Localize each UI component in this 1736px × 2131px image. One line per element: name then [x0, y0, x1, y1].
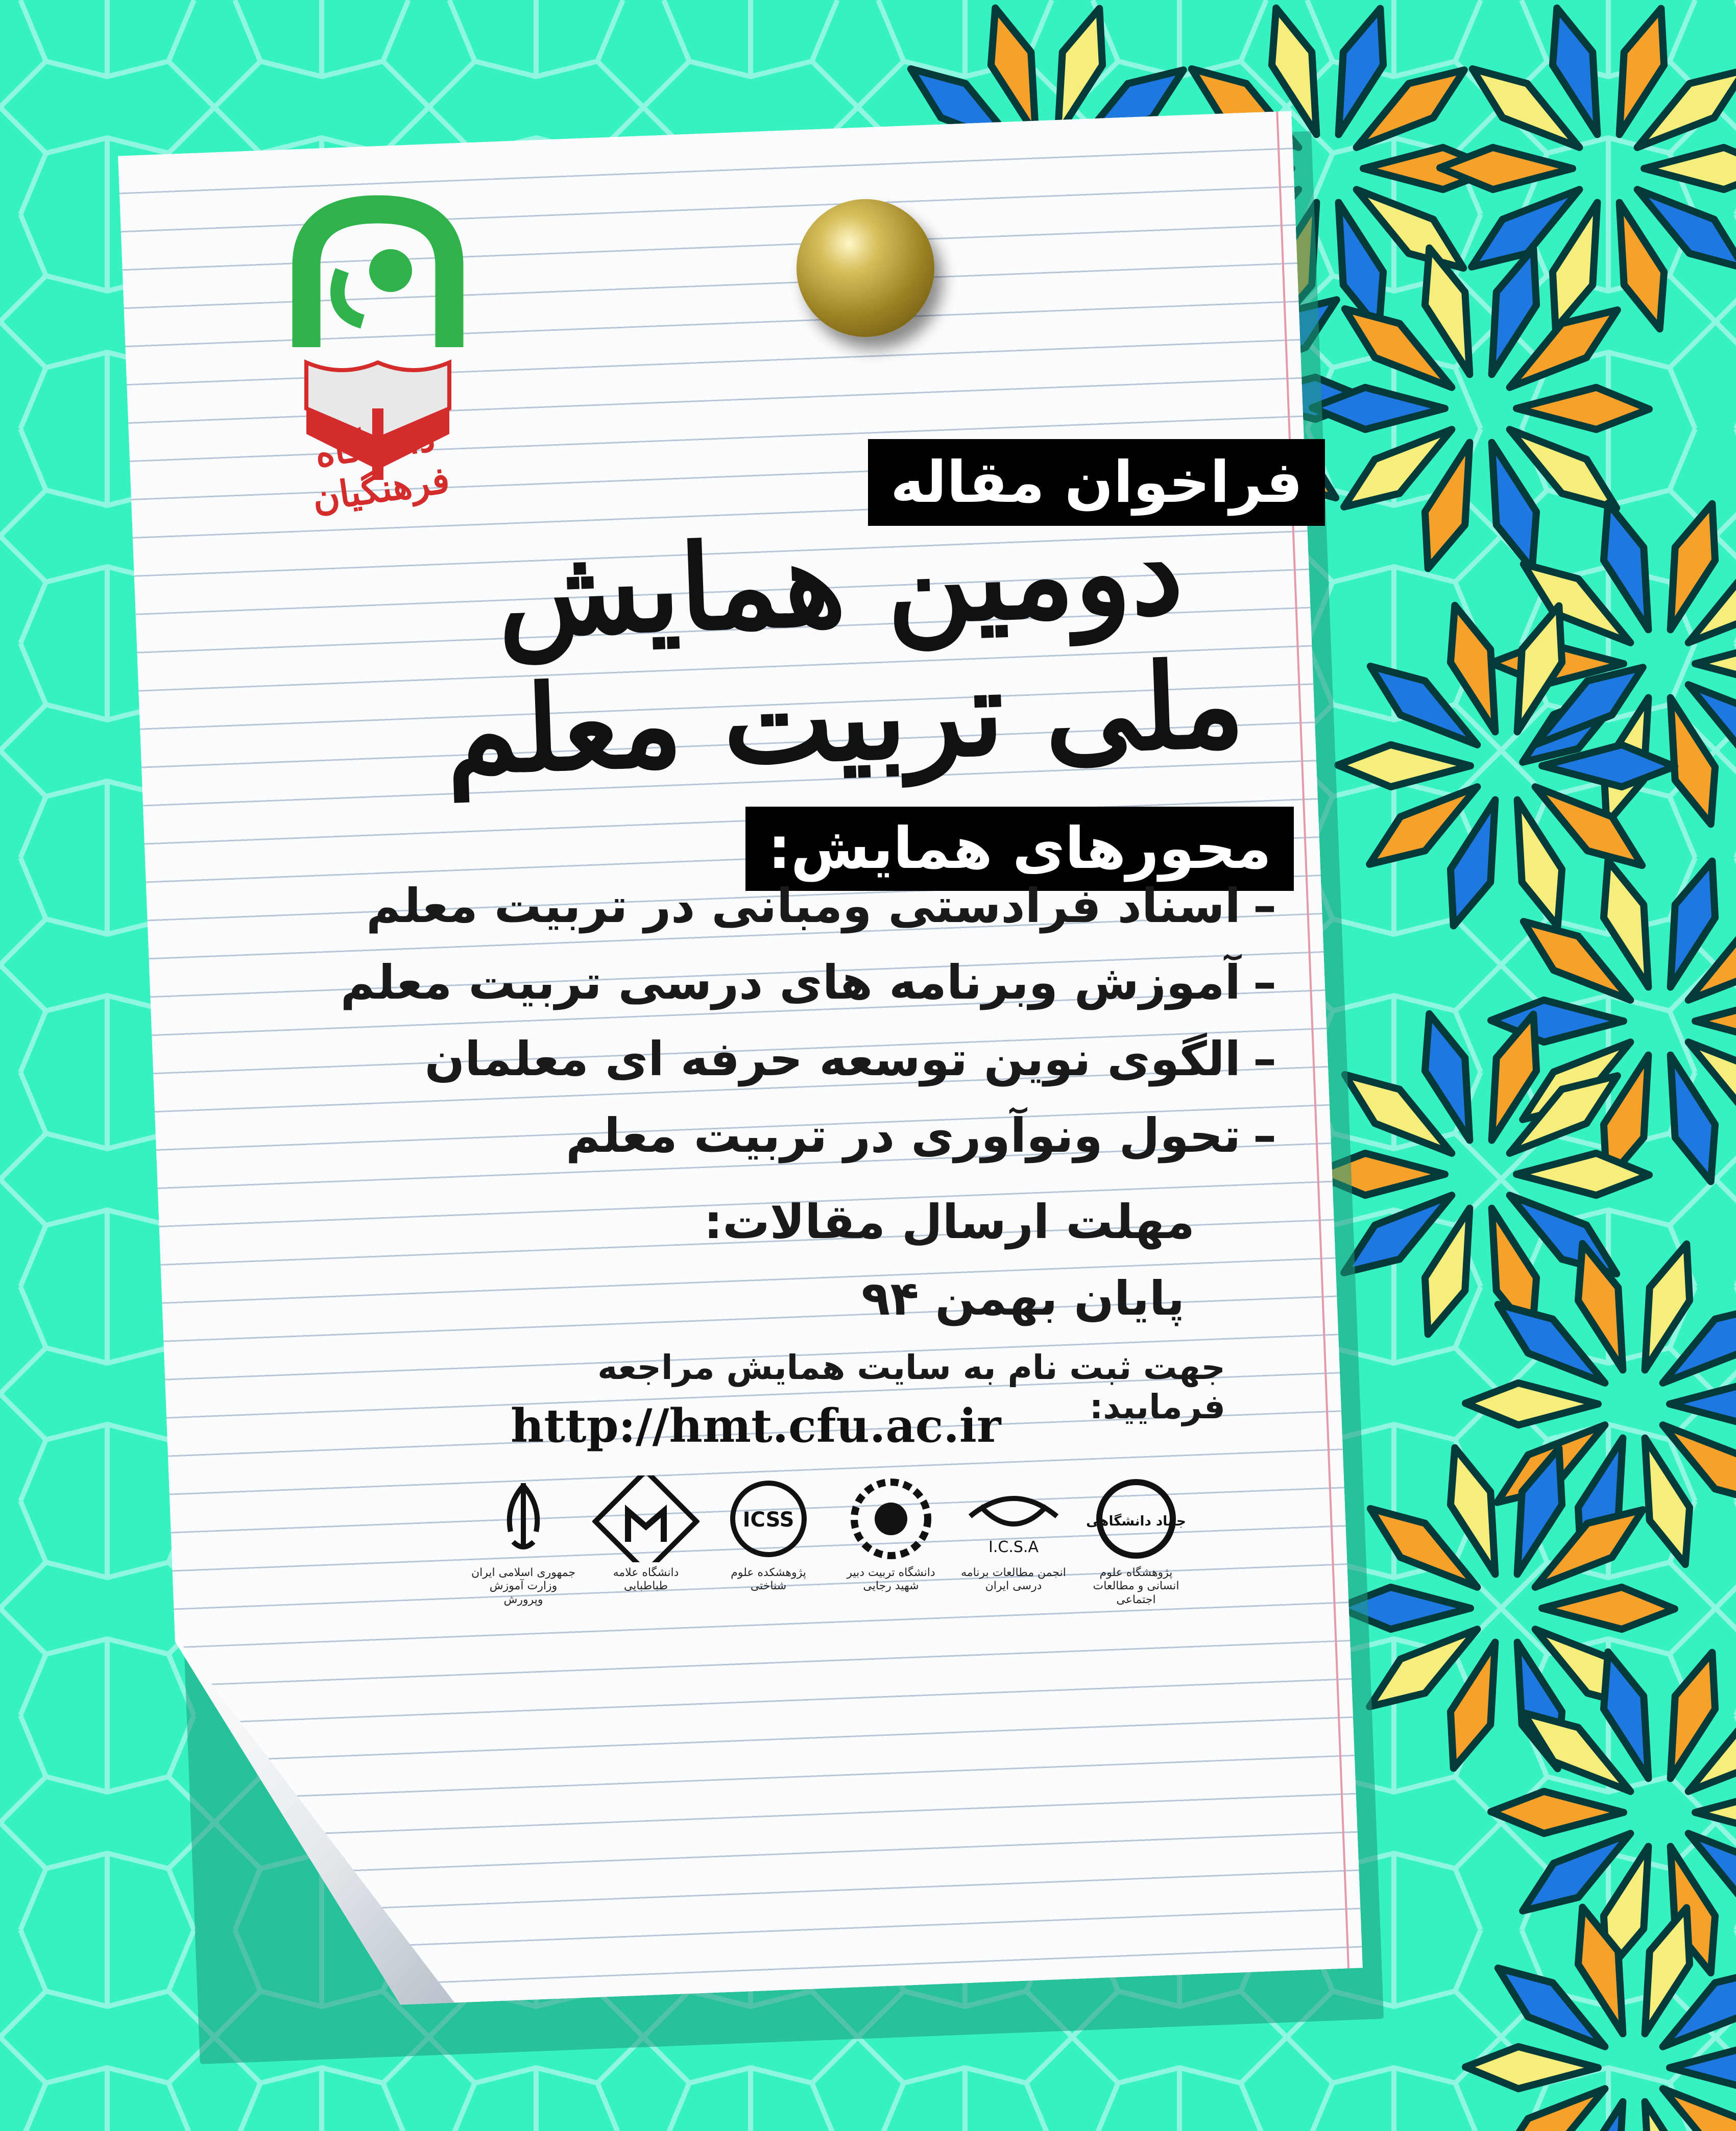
deadline-label: مهلت ارسال مقالات:	[704, 1195, 1195, 1249]
list-item: –آموزش وبرنامه های درسی تربیت معلم	[340, 955, 1276, 1010]
sru-logo-icon	[837, 1475, 945, 1562]
partner-abbr: جهاد دانشگاهی	[1086, 1514, 1186, 1529]
icsa-logo-icon	[960, 1475, 1067, 1562]
deadline-value: پایان بهمن ۹۴	[861, 1271, 1185, 1326]
thumbtack-icon	[797, 199, 934, 337]
partner-logos	[470, 1475, 1195, 1629]
partner-logo	[1082, 1475, 1190, 1608]
list-item: –اسناد فرادستی ومبانی در تربیت معلم	[366, 879, 1276, 933]
axis-text: تحول ونوآوری در تربیت معلم	[566, 1108, 1241, 1163]
partner-name: دانشگاه تربیت دبیر شهید رجایی	[847, 1566, 935, 1593]
partner-abbr: I.C.S.A	[988, 1538, 1039, 1556]
icss-logo-icon	[715, 1475, 822, 1562]
conference-title: دومین همایش ملی تربیت معلم	[443, 502, 1247, 801]
axis-text: الگوی نوین توسعه حرفه ای معلمان	[424, 1032, 1241, 1086]
axis-text: اسناد فرادستی ومبانی در تربیت معلم	[366, 879, 1241, 933]
list-item: –الگوی نوین توسعه حرفه ای معلمان	[424, 1032, 1276, 1086]
partner-name: دانشگاه علامه طباطبایی	[613, 1566, 679, 1593]
partner-name: جمهوری اسلامی ایران وزارت آموزش وپرورش	[471, 1566, 576, 1606]
axes-list	[340, 868, 1276, 1174]
partner-logo	[715, 1475, 822, 1608]
atu-logo-icon	[592, 1475, 700, 1562]
partner-name: پژوهشکده علوم شناختی	[731, 1566, 806, 1593]
partner-name: انجمن مطالعات برنامه درسی ایران	[961, 1566, 1066, 1593]
partner-logo	[592, 1475, 700, 1608]
iran-emblem-icon	[470, 1475, 577, 1562]
conference-url-link[interactable]: http://hmt.cfu.ac.ir	[511, 1399, 1001, 1453]
registration-text: جهت ثبت نام به سایت همایش مراجعه فرمایید:	[597, 1348, 1225, 1426]
call-for-papers-label: فراخوان مقاله	[868, 439, 1325, 526]
axis-text: آموزش وبرنامه های درسی تربیت معلم	[340, 955, 1241, 1010]
partner-name: پژوهشگاه علوم انسانی و مطالعات اجتماعی	[1093, 1566, 1179, 1606]
axes-heading: محورهای همایش:	[745, 807, 1294, 891]
partner-logo	[470, 1475, 577, 1608]
partner-abbr: ICSS	[742, 1508, 794, 1532]
list-item: –تحول ونوآوری در تربیت معلم	[566, 1108, 1276, 1163]
university-name: دانشگاه فرهنگیان	[309, 416, 452, 520]
jahad-logo-icon	[1082, 1475, 1190, 1562]
partner-logo	[837, 1475, 945, 1608]
partner-logo	[960, 1475, 1067, 1608]
